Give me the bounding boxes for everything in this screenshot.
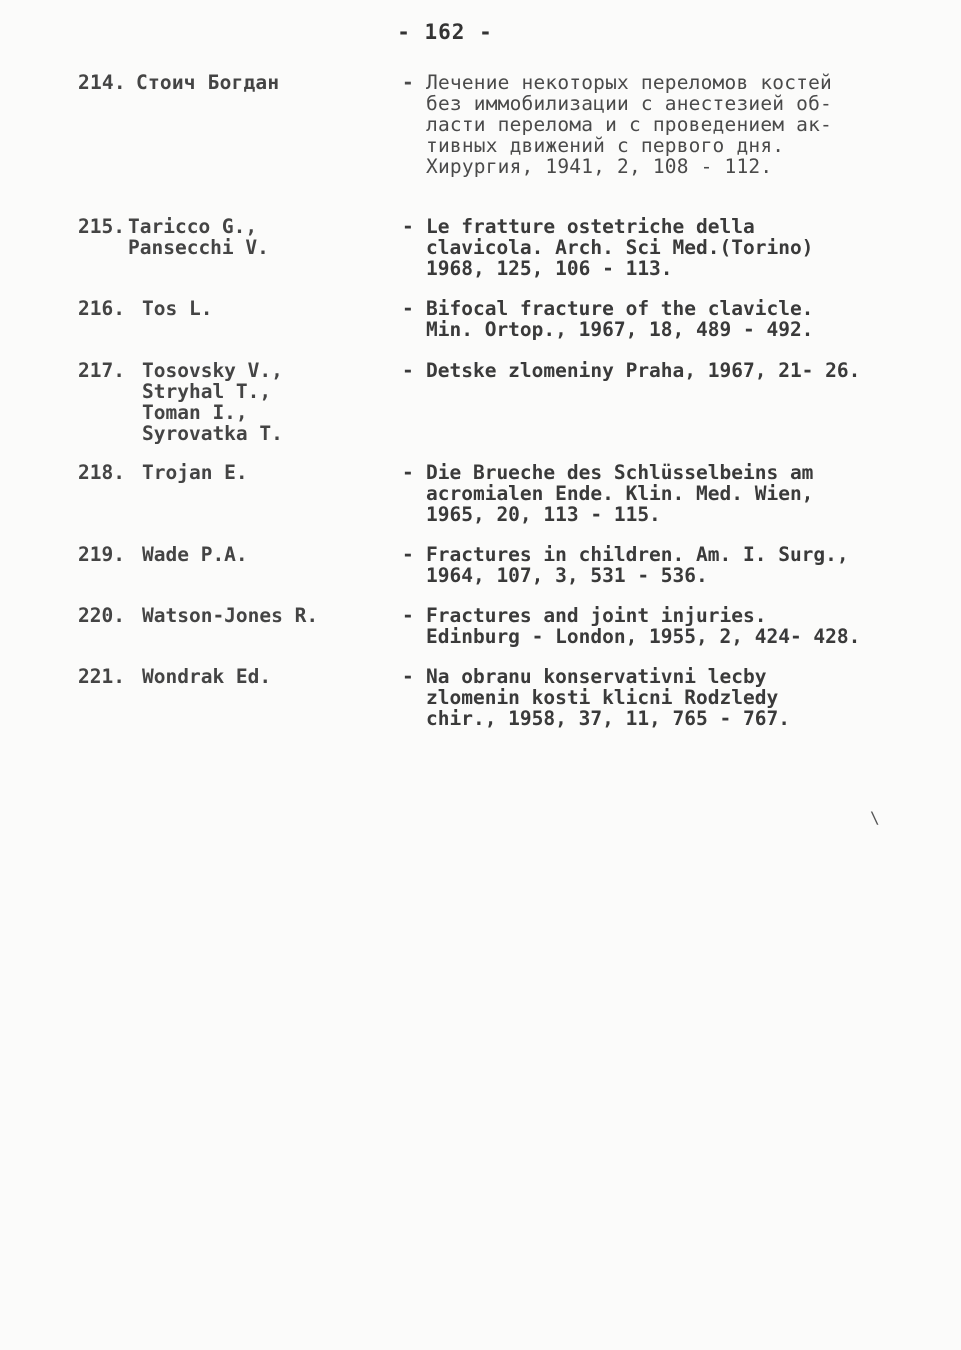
entry-reference bbox=[426, 544, 896, 586]
entry-dash: - bbox=[402, 604, 414, 627]
reference-line: Edinburg - London, 1955, 2, 424- 428. bbox=[426, 625, 861, 648]
entry-dash: - bbox=[402, 71, 414, 94]
reference-line: Хирургия, 1941, 2, 108 - 112. bbox=[426, 155, 773, 178]
entry-dash: - bbox=[402, 543, 414, 566]
author: Watson-Jones R. bbox=[142, 604, 319, 627]
entry-number: 216. bbox=[78, 297, 125, 320]
reference-line: без иммобилизации с анестезией об- bbox=[426, 92, 832, 115]
author: Wade P.A. bbox=[142, 543, 248, 566]
author: Taricco G., bbox=[128, 215, 258, 238]
author: Toman I., bbox=[142, 401, 248, 424]
entry-dash: - bbox=[402, 359, 414, 382]
entry-reference bbox=[426, 216, 896, 279]
reference-line: Fractures in children. Am. I. Surg., bbox=[426, 543, 849, 566]
author: Tos L. bbox=[142, 297, 213, 320]
entry-authors bbox=[142, 605, 318, 626]
author: Pansecchi V. bbox=[128, 236, 269, 259]
entry-reference bbox=[426, 462, 896, 525]
entry-authors bbox=[142, 666, 271, 687]
entry-authors bbox=[142, 360, 283, 444]
entry-number: 219. bbox=[78, 543, 125, 566]
reference-line: Le fratture ostetriche della bbox=[426, 215, 755, 238]
entry-authors bbox=[136, 72, 279, 93]
reference-line: Detske zlomeniny Praha, 1967, 21- 26. bbox=[426, 359, 861, 382]
entry-authors bbox=[142, 544, 248, 565]
author: Wondrak Ed. bbox=[142, 665, 272, 688]
entry-reference bbox=[426, 666, 896, 729]
entry-number: 218. bbox=[78, 461, 125, 484]
entry-number: 214. bbox=[78, 71, 126, 94]
reference-line: clavicola. Arch. Sci Med.(Torino) bbox=[426, 236, 814, 259]
reference-line: Лечение некоторых переломов костей bbox=[426, 71, 832, 94]
entry-authors bbox=[128, 216, 269, 258]
entry-reference bbox=[426, 298, 896, 340]
reference-line: chir., 1958, 37, 11, 765 - 767. bbox=[426, 707, 790, 730]
entry-number: 215. bbox=[78, 215, 125, 238]
reference-line: Die Brueche des Schlüsselbeins am bbox=[426, 461, 814, 484]
entry-dash: - bbox=[402, 297, 414, 320]
entry-number: 217. bbox=[78, 359, 125, 382]
reference-line: 1964, 107, 3, 531 - 536. bbox=[426, 564, 708, 587]
entry-authors bbox=[142, 462, 248, 483]
author: Стоич Богдан bbox=[136, 71, 280, 94]
entry-number: 220. bbox=[78, 604, 125, 627]
page-number: - 162 - bbox=[397, 20, 493, 44]
entry-reference bbox=[426, 72, 896, 177]
entry-number: 221. bbox=[78, 665, 125, 688]
author: Stryhal T., bbox=[142, 380, 272, 403]
reference-line: Fractures and joint injuries. bbox=[426, 604, 767, 627]
reference-line: acromialen Ende. Klin. Med. Wien, bbox=[426, 482, 814, 505]
stray-pen-mark: \ bbox=[870, 808, 880, 827]
reference-line: тивных движений с первого дня. bbox=[426, 134, 785, 157]
reference-line: Min. Ortop., 1967, 18, 489 - 492. bbox=[426, 318, 814, 341]
reference-line: Na obranu konservativni lecby bbox=[426, 665, 767, 688]
reference-line: ласти перелома и с проведением ак- bbox=[426, 113, 832, 136]
entry-reference bbox=[426, 360, 896, 381]
reference-line: Bifocal fracture of the clavicle. bbox=[426, 297, 814, 320]
entry-dash: - bbox=[402, 665, 414, 688]
entry-authors bbox=[142, 298, 212, 319]
author: Syrovatka T. bbox=[142, 422, 283, 445]
entry-reference bbox=[426, 605, 896, 647]
reference-line: 1965, 20, 113 - 115. bbox=[426, 503, 661, 526]
reference-line: zlomenin kosti klicni Rodzledy bbox=[426, 686, 779, 709]
reference-line: 1968, 125, 106 - 113. bbox=[426, 257, 673, 280]
entry-dash: - bbox=[402, 461, 414, 484]
author: Trojan E. bbox=[142, 461, 248, 484]
entry-dash: - bbox=[402, 215, 414, 238]
author: Tosovsky V., bbox=[142, 359, 283, 382]
